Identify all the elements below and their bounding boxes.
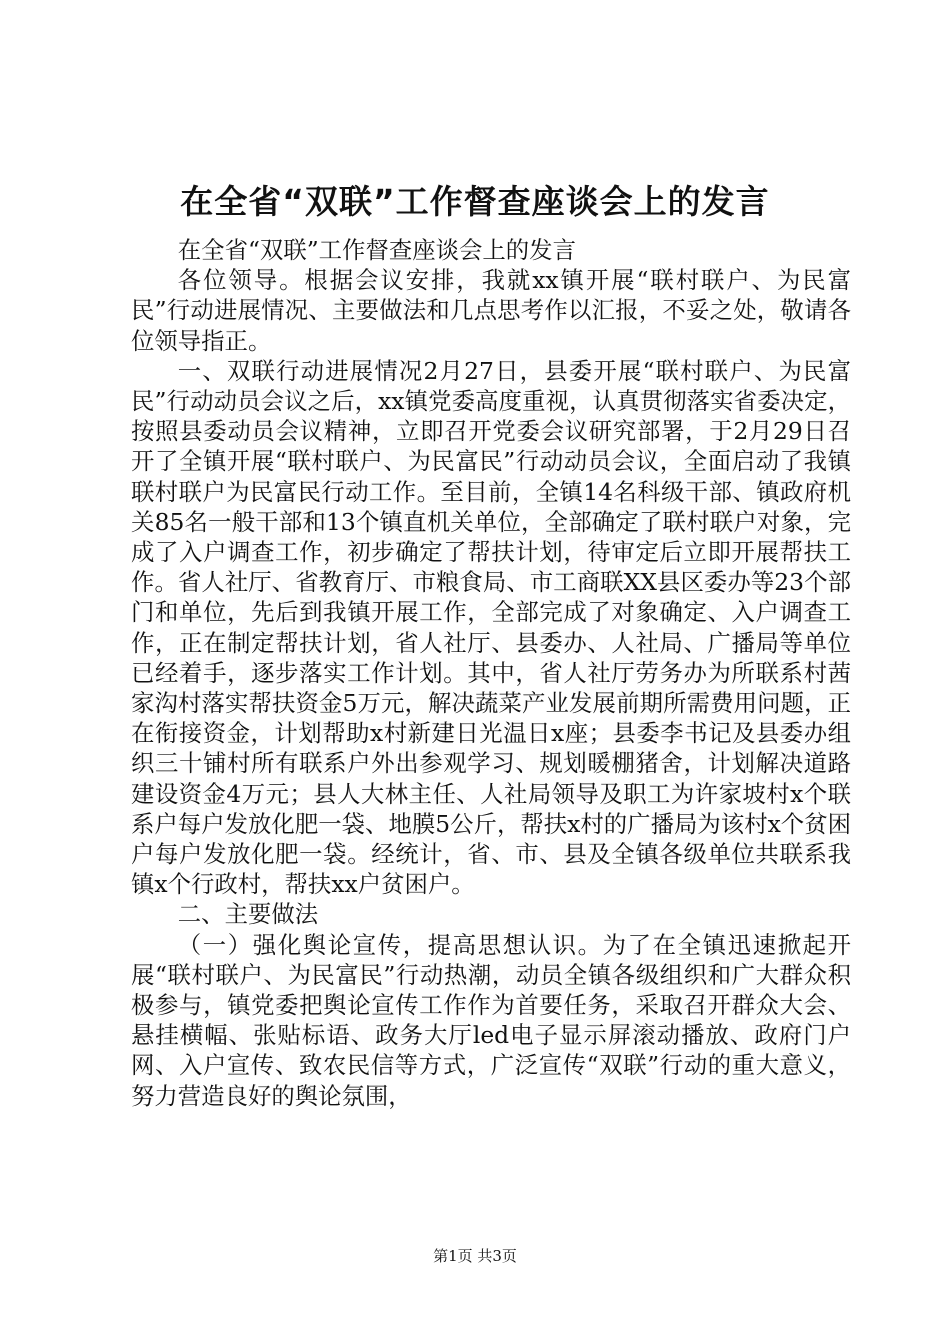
paragraph-section-heading: 二、主要做法 (177, 900, 319, 929)
paragraph-subtitle: 在全省“双联”工作督查座谈会上的发言 (177, 236, 576, 264)
document-title: 在全省“双联”工作督查座谈会上的发言 (180, 182, 770, 221)
page-footer: 第1页 共3页 (433, 1247, 517, 1265)
paragraph-progress: 一、双联行动进展情况2月27日，县委开展“联村联户、为民富民”行动动员会议之后，xx镇党委高度重视，认真贯彻落实省委决定，按照县委动员会议精神，立即召开党委会议研究部署，于2月29日召开了全镇开展“联村联户、为民富民”行动动员会议，全面启动了我镇联村联户为民富民行动工作。至目前，全镇14名科级干部、镇政府机关85名一般干部和13个镇直机关单位，全部确定了联村联户对象，完成了入户调查工作，初步确定了帮扶计划，待审定后立即开展帮扶工作。省人社厅、省教育厅、市粮食局、市工商联XX县区委办等23个部门和单位，先后到我镇开展工作，全部完成了对象确定、入户调查工作，正在制定帮扶计划，省人社厅、县委办、人社局、广播局等单位已经着手，逐步落实工作计划。其中，省人社厅劳务办为所联系村茜家沟村落实帮扶资金5万元，解决蔬菜产业发展前期所需费用问题，正在衔接资金，计划帮助x村新建日光温日x座；县委李书记及县委办组织三十铺村所有联系户外出参观学习、规划暖棚猪舍，计划解决道路建设资金4万元；县人大林主任、人社局领导及职工为许家坡村x个联系户每户发放化肥一袋、地膜5公斤，帮扶x村的广播局为该村x个贫困户每户发放化肥一袋。经统计，省、市、县及全镇各级单位共联系我镇x个行政村，帮扶xx户贫困户。 (131, 356, 851, 899)
document-body (131, 235, 851, 1111)
paragraph-greeting: 各位领导。根据会议安排，我就xx镇开展“联村联户、为民富民”行动进展情况、主要做法和几点思考作以汇报，不妥之处，敬请各位领导指正。 (131, 266, 851, 355)
paragraph-publicity: （一）强化舆论宣传，提高思想认识。为了在全镇迅速掀起开展“联村联户、为民富民”行动热潮，动员全镇各级组织和广大群众积极参与，镇党委把舆论宣传工作作为首要任务，采取召开群众大会、悬挂横幅、张贴标语、政务大厅led电子显示屏滚动播放、政府门户网、入户宣传、致农民信等方式，广泛宣传“双联”行动的重大意义，努力营造良好的舆论氛围， (131, 930, 851, 1110)
